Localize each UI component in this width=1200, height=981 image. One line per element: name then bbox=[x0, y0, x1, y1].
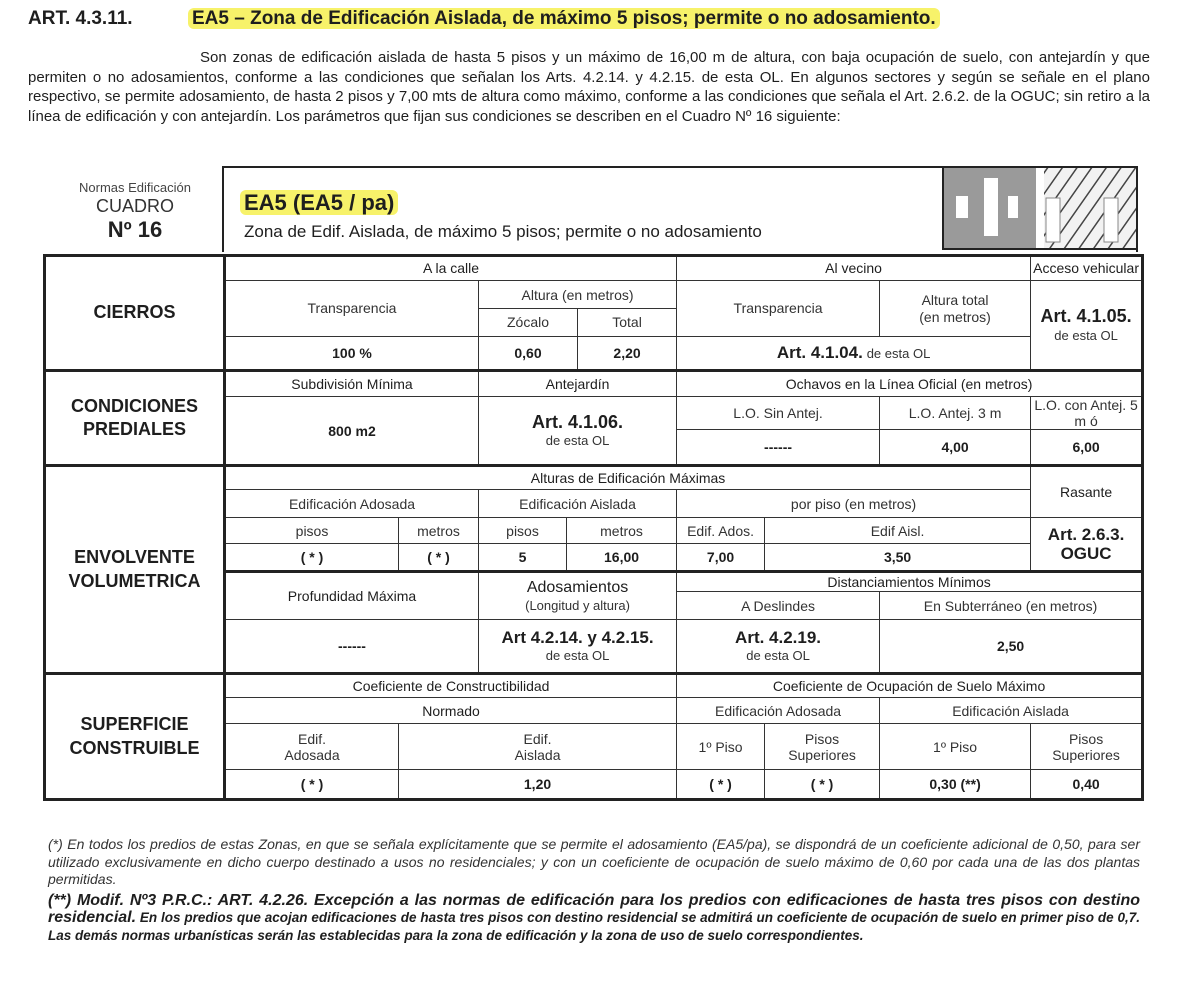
footnote-2-body: En los predios que acojan edificaciones de hasta tres pisos con destino residencial se admitirá un coeficiente de ocupación de suelo en primer piso de 0,7. Las demás normas urbanísticas serán las establecidas para la zona de edificación y la zona de uso de suelo correspondientes. bbox=[48, 910, 1140, 943]
section-condiciones-line1: CONDICIONES bbox=[70, 395, 198, 416]
ados-sup-l1: Pisos bbox=[804, 730, 840, 747]
value-ocup-ados-1piso: ( * ) bbox=[677, 770, 765, 800]
vecino-art: Art. 4.1.04. bbox=[776, 343, 863, 363]
section-condiciones-line2: PREDIALES bbox=[82, 419, 187, 440]
value-ocup-aisl-superiores: 0,40 bbox=[1031, 770, 1143, 800]
value-lo-sin-antej: ------ bbox=[677, 430, 880, 466]
section-condiciones-prediales bbox=[45, 371, 225, 466]
header-edif-ados: Edif. Ados. bbox=[677, 518, 765, 544]
header-coef-ocupacion: Coeficiente de Ocupación de Suelo Máximo bbox=[677, 674, 1143, 698]
cuadro-label-normas: Normas Edificación bbox=[79, 180, 191, 195]
header-lo-sin-antej: L.O. Sin Antej. bbox=[677, 397, 880, 430]
header-acceso-vehicular: Acceso vehicular bbox=[1031, 256, 1143, 281]
header-a-la-calle: A la calle bbox=[225, 256, 677, 281]
article-heading bbox=[28, 8, 940, 30]
intro-paragraph: Son zonas de edificación aislada de hasta 5 pisos y un máximo de 16,00 m de altura, con baja ocupación de suelo, con antejardín y que permiten o no adosamientos, conforme a las condiciones que señalan los Arts. 4.2.14. y 4.2.15. de esta OL. En algunos sectores y según se señale en el plano respectivo, se permite adosamiento, de hasta 2 pisos y 7,00 mts de altura como máximo, conforme a las condiciones que señala el Art. 2.6.2. de la OGUC; sin retiro a la línea de edificación y con antejardín. Los parámetros que fijan sus condiciones se describen en el Cuadro Nº 16 siguiente: bbox=[28, 49, 1150, 125]
zone-code bbox=[240, 190, 398, 216]
value-al-vecino bbox=[677, 337, 1031, 371]
value-deslindes bbox=[677, 620, 880, 674]
header-altura: Altura (en metros) bbox=[479, 282, 676, 309]
footnote-2-lead: (**) Modif. Nº3 P.R.C.: ART. 4.2.26. Excepción a las normas de edificación para los predios con edificaciones de hasta tres pisos con destino residencial. bbox=[48, 891, 1140, 926]
header-subterraneo: En Subterráneo (en metros) bbox=[880, 592, 1143, 620]
value-lo-antej-3m: 4,00 bbox=[880, 430, 1031, 466]
value-subdivision: 800 m2 bbox=[225, 397, 479, 466]
value-aisl-pisos: 5 bbox=[479, 544, 567, 572]
antejardin-suffix: de esta OL bbox=[545, 433, 610, 449]
ados-sup-l2: Superiores bbox=[788, 746, 856, 763]
header-rasante: Rasante bbox=[1031, 466, 1143, 518]
value-ados-pisos: ( * ) bbox=[225, 544, 399, 572]
article-number: ART. 4.3.11. bbox=[28, 8, 133, 29]
header-ocup-aislada: Edificación Aislada bbox=[880, 698, 1143, 724]
cuadro-label-cuadro: CUADRO bbox=[95, 195, 174, 216]
header-ados-metros: metros bbox=[399, 518, 479, 544]
value-total: 2,20 bbox=[578, 337, 677, 369]
header-altura-total bbox=[880, 281, 1031, 337]
section-superficie-line2: CONSTRUIBLE bbox=[69, 737, 200, 758]
value-constr-adosada: ( * ) bbox=[225, 770, 399, 800]
value-ocup-ados-superiores: ( * ) bbox=[765, 770, 880, 800]
adosamientos-title: Adosamientos bbox=[526, 578, 629, 596]
cuadro-label-number: Nº 16 bbox=[107, 216, 163, 242]
header-coef-constructibilidad: Coeficiente de Constructibilidad bbox=[225, 674, 677, 698]
altura-total-line2: (en metros) bbox=[919, 308, 991, 325]
altura-total-line1: Altura total bbox=[921, 292, 989, 309]
value-aisl-metros: 16,00 bbox=[567, 544, 677, 572]
header-aisl-pisos: pisos bbox=[479, 518, 567, 544]
header-al-vecino: Al vecino bbox=[677, 256, 1031, 281]
section-envolvente-line2: VOLUMETRICA bbox=[68, 570, 201, 591]
header-distanciamientos: Distanciamientos Mínimos bbox=[677, 572, 1143, 592]
header-a-deslindes: A Deslindes bbox=[677, 592, 880, 620]
header-subdivision: Subdivisión Mínima bbox=[225, 371, 479, 397]
header-ados-pisos: pisos bbox=[225, 518, 399, 544]
aisl-sup-l2: Superiores bbox=[1052, 746, 1120, 763]
altura-values bbox=[479, 337, 677, 371]
header-edif-aislada: Edificación Aislada bbox=[479, 490, 677, 518]
value-antejardin bbox=[479, 397, 677, 466]
header-lo-antej-5m: L.O. con Antej. 5 m ó bbox=[1031, 397, 1143, 430]
antejardin-art: Art. 4.1.06. bbox=[532, 411, 624, 432]
value-constr-aislada: 1,20 bbox=[399, 770, 677, 800]
title-code: EA5 bbox=[192, 8, 229, 29]
deslindes-suffix: de esta OL bbox=[746, 648, 810, 664]
adosamientos-art: Art 4.2.14. y 4.2.15. bbox=[501, 627, 654, 647]
header-profundidad: Profundidad Máxima bbox=[225, 572, 479, 620]
section-envolvente-volumetrica bbox=[45, 466, 225, 674]
section-envolvente-line1: ENVOLVENTE bbox=[74, 547, 195, 568]
header-normado: Normado bbox=[225, 698, 677, 724]
constr-adosada-l1: Edif. bbox=[297, 730, 326, 747]
header-adosamientos bbox=[479, 572, 677, 620]
header-aisl-1piso: 1º Piso bbox=[880, 724, 1031, 770]
value-zocalo: 0,60 bbox=[479, 337, 578, 369]
zone-diagram-icon bbox=[942, 166, 1138, 250]
value-ocup-aisl-1piso: 0,30 (**) bbox=[880, 770, 1031, 800]
section-superficie-line1: SUPERFICIE bbox=[80, 714, 189, 735]
section-cierros: CIERROS bbox=[45, 256, 225, 371]
value-piso-ados: 7,00 bbox=[677, 544, 765, 572]
header-transparencia-calle: Transparencia bbox=[225, 281, 479, 337]
zone-description: Zona de Edif. Aislada, de máximo 5 pisos; permite o no adosamiento bbox=[244, 222, 762, 241]
footnotes bbox=[48, 836, 1140, 944]
header-ados-superiores bbox=[765, 724, 880, 770]
header-total: Total bbox=[578, 309, 677, 336]
header-antejardin: Antejardín bbox=[479, 371, 677, 397]
vecino-suffix: de esta OL bbox=[866, 346, 931, 362]
header-ados-1piso: 1º Piso bbox=[677, 724, 765, 770]
adosamientos-sub: (Longitud y altura) bbox=[525, 597, 630, 613]
header-alturas-maximas: Alturas de Edificación Máximas bbox=[225, 466, 1031, 490]
altura-group bbox=[479, 281, 677, 337]
deslindes-art: Art. 4.2.19. bbox=[735, 627, 822, 647]
footnote-2 bbox=[48, 892, 1140, 945]
value-piso-aisl: 3,50 bbox=[765, 544, 1031, 572]
header-ocup-adosada: Edificación Adosada bbox=[677, 698, 880, 724]
header-zocalo: Zócalo bbox=[479, 309, 578, 336]
acceso-art: Art. 4.1.05. bbox=[1040, 306, 1132, 327]
value-adosamientos bbox=[479, 620, 677, 674]
header-por-piso: por piso (en metros) bbox=[677, 490, 1031, 518]
adosamientos-suffix: de esta OL bbox=[545, 648, 610, 664]
article-title bbox=[188, 8, 940, 29]
value-profundidad: ------ bbox=[225, 620, 479, 674]
value-ados-metros: ( * ) bbox=[399, 544, 479, 572]
footnote-1: (*) En todos los predios de estas Zonas, en que se señala explícitamente que se permite el adosamiento (EA5/pa), se dispondrá de un coeficiente adicional de 0,50, para ser utilizado exclusivamente en dicho cuerpo destinado a usos no residenciales; y con un coeficiente de ocupación de suelo máximo de 0,60 por cada una de las dos plantas permitidas. bbox=[48, 836, 1140, 887]
header-constr-adosada bbox=[225, 724, 399, 770]
value-rasante: Art. 2.6.3. OGUC bbox=[1031, 518, 1143, 572]
header-aisl-metros: metros bbox=[567, 518, 677, 544]
header-edif-adosada: Edificación Adosada bbox=[225, 490, 479, 518]
value-subterraneo: 2,50 bbox=[880, 620, 1143, 674]
header-ochavos: Ochavos en la Línea Oficial (en metros) bbox=[677, 371, 1143, 397]
normas-table bbox=[43, 254, 1144, 801]
section-superficie-construible bbox=[45, 674, 225, 800]
value-lo-antej-5m: 6,00 bbox=[1031, 430, 1143, 466]
constr-aislada-l2: Aislada bbox=[514, 746, 561, 763]
cuadro-title-box bbox=[222, 166, 1138, 252]
header-transparencia-vecino: Transparencia bbox=[677, 281, 880, 337]
zone-code-text: EA5 (EA5 / pa) bbox=[240, 190, 398, 215]
constr-aislada-l1: Edif. bbox=[523, 730, 552, 747]
header-aisl-superiores bbox=[1031, 724, 1143, 770]
header-constr-aislada bbox=[399, 724, 677, 770]
aisl-sup-l1: Pisos bbox=[1068, 730, 1104, 747]
value-transparencia: 100 % bbox=[225, 337, 479, 371]
header-edif-aisl: Edif Aisl. bbox=[765, 518, 1031, 544]
header-lo-antej-3m: L.O. Antej. 3 m bbox=[880, 397, 1031, 430]
acceso-suffix: de esta OL bbox=[1054, 327, 1118, 343]
title-text: – Zona de Edificación Aislada, de máximo 5 pisos; permite o no adosamiento. bbox=[234, 8, 936, 29]
value-acceso-vehicular bbox=[1031, 281, 1143, 371]
constr-adosada-l2: Adosada bbox=[284, 746, 340, 763]
cuadro-label bbox=[50, 181, 220, 242]
